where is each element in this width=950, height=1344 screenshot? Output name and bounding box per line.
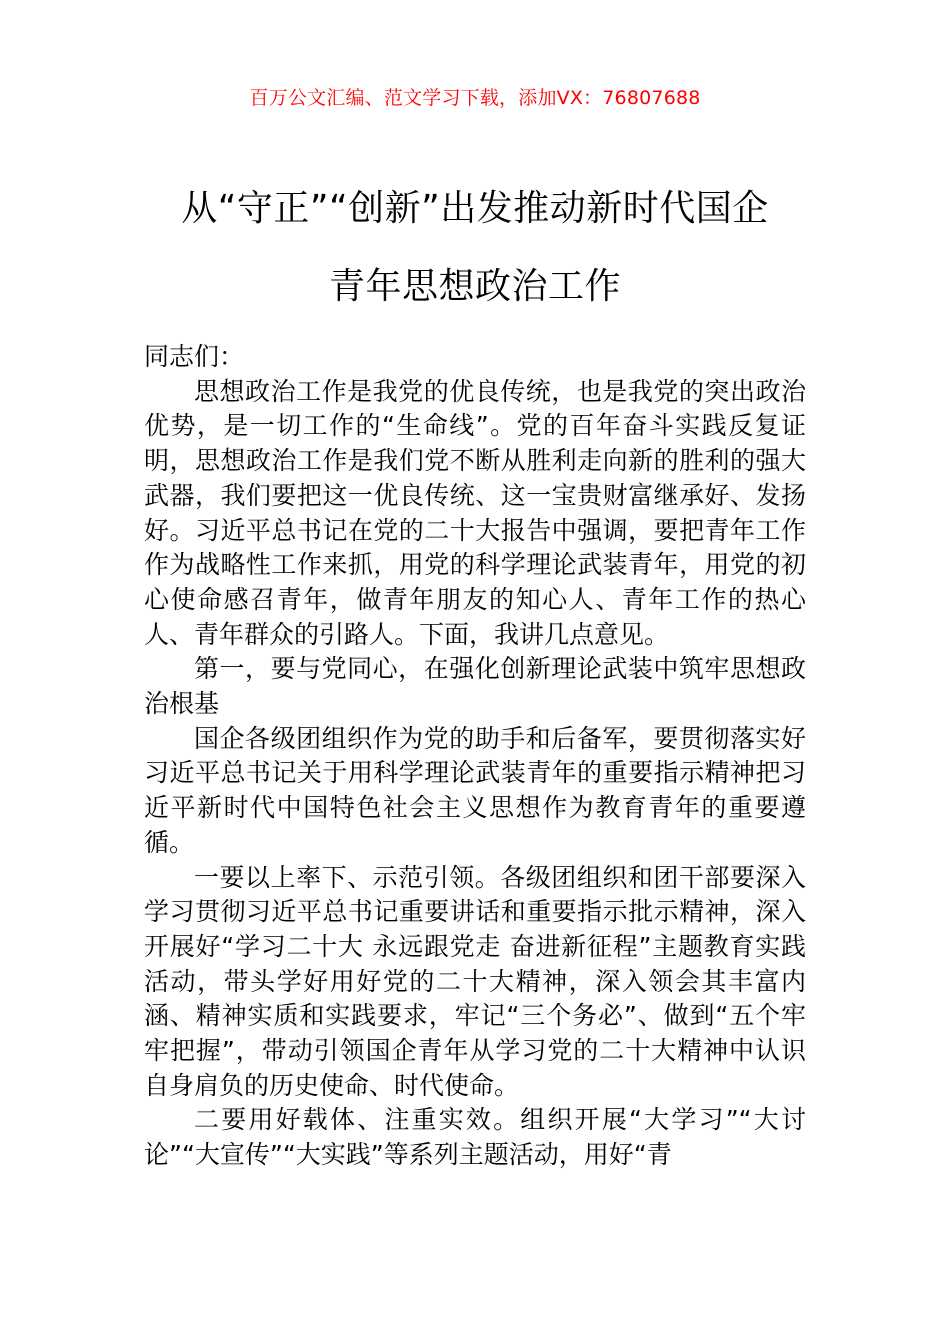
paragraph-section-one: 国企各级团组织作为党的助手和后备军，要贯彻落实好习近平总书记关于用科学理论武装青年的重要指示精神把习近平新时代中国特色社会主义思想作为教育青年的重要遵循。 xyxy=(144,723,806,857)
title-line-1: 从“守正”“创新”出发推动新时代国企 xyxy=(181,188,769,229)
document-body xyxy=(144,340,806,1173)
download-notice: 百万公文汇编、范文学习下载，添加VX：76807688 xyxy=(249,87,701,109)
paragraph-point-two: 二要用好载体、注重实效。组织开展“大学习”“大讨论”“大宣传”“大实践”等系列主题活动，用好“青 xyxy=(144,1105,806,1170)
document-title xyxy=(100,170,850,326)
paragraph-intro: 思想政治工作是我党的优良传统，也是我党的突出政治优势，是一切工作的“生命线”。党的百年奋斗实践反复证明，思想政治工作是我们党不断从胜利走向新的胜利的强大武器，我们要把这一优良传统、这一宝贵财富继承好、发扬好。习近平总书记在党的二十大报告中强调，要把青年工作作为战略性工作来抓，用党的科学理论武装青年，用党的初心使命感召青年，做青年朋友的知心人、青年工作的热心人、青年群众的引路人。下面，我讲几点意见。 xyxy=(144,376,806,649)
title-line-2: 青年思想政治工作 xyxy=(328,266,621,307)
salutation: 同志们： xyxy=(144,342,245,371)
section-heading-first: 第一，要与党同心，在强化创新理论武装中筑牢思想政治根基 xyxy=(144,654,806,719)
paragraph-point-one: 一要以上率下、示范引领。各级团组织和团干部要深入学习贯彻习近平总书记重要讲话和重要指示批示精神，深入开展好“学习二十大 永远跟党走 奋进新征程”主题教育实践活动，带头学好用好党的二十大精神，深入领会其丰富内涵、精神实质和实践要求，牢记“三个务必”、做到“五个牢牢把握”，带动引领国企青年从学习党的二十大精神中认识自身肩负的历史使命、时代使命。 xyxy=(144,862,806,1100)
